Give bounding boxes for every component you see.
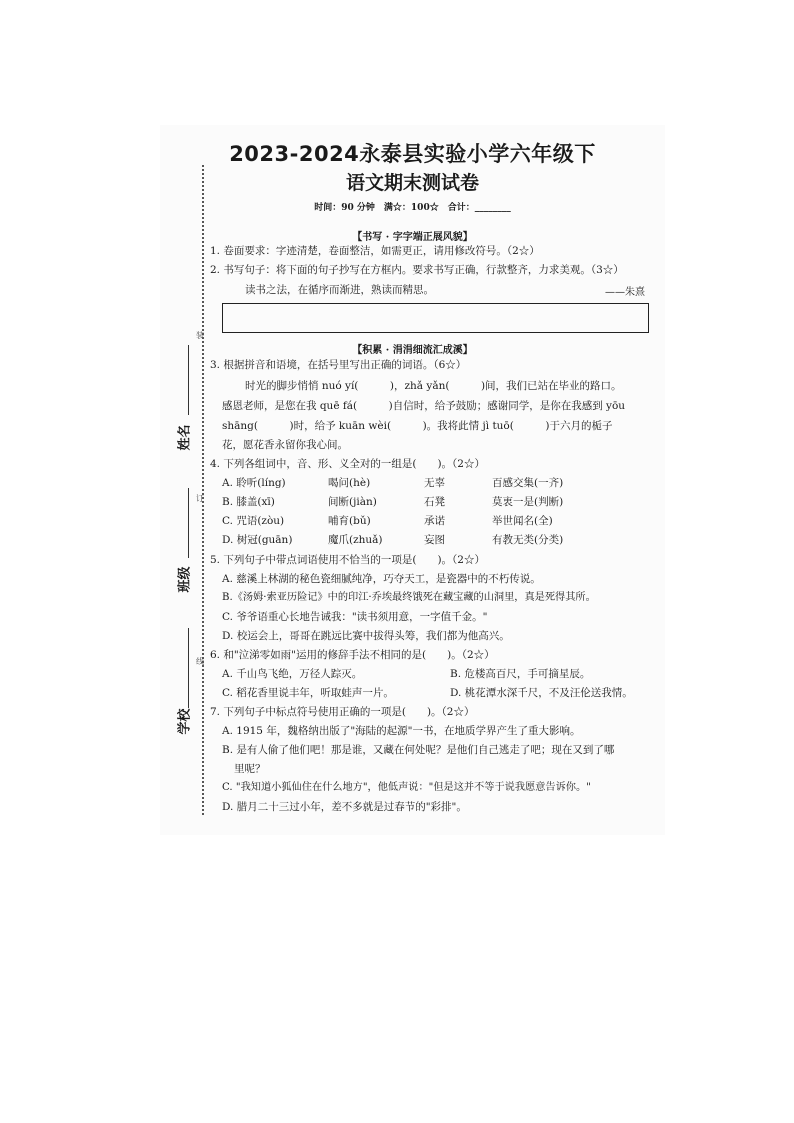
exam-meta: 时间：90 分钟 满☆：100☆ 合计：________ — [314, 203, 511, 213]
question-5-option-c: C. 爷爷语重心长地告诫我："读书须用意，一字值千金。" — [222, 611, 488, 623]
question-7-option-b-line-1: B. 是有人偷了他们吧！那是谁，又藏在何处呢？是他们自己逃走了吧；现在又到了哪 — [222, 744, 615, 756]
q4-b-2: 间断(jiàn) — [328, 496, 377, 508]
question-1: 1. 卷面要求：字迹清楚，卷面整洁，如需更正，请用修改符号。（2☆） — [210, 245, 540, 257]
copy-writing-box[interactable] — [222, 303, 649, 333]
question-6-stem: 6. 和"泣涕零如雨"运用的修辞手法不相同的是( )。（2☆） — [210, 649, 495, 661]
section-heading-writing: 【书写 · 字字端正展风貌】 — [352, 232, 473, 243]
q4-c-3: 承诺 — [424, 515, 445, 527]
question-3-line-1: 时光的脚步悄悄 nuó yí( )，zhǎ yǎn( )间，我们已站在毕业的路口。 — [245, 380, 622, 392]
question-5-option-d: D. 校运会上，哥哥在跳远比赛中拔得头筹，我们都为他高兴。 — [222, 630, 510, 642]
question-3-line-4: 花，愿花香永留你我心间。 — [222, 439, 348, 451]
question-5-option-a: A. 慈溪上林湖的秘色瓷细腻纯净，巧夺天工，是瓷器中的不朽传说。 — [222, 573, 541, 585]
binding-char-2: 订 — [196, 494, 204, 503]
name-label: 姓名 — [177, 424, 193, 451]
page-subtitle: 语文期末测试卷 — [345, 172, 479, 194]
question-6-option-b: B. 危楼高百尺，手可摘星辰。 — [450, 668, 591, 680]
question-6-option-d: D. 桃花潭水深千尺，不及汪伦送我情。 — [450, 687, 633, 699]
question-2-stem: 2. 书写句子：将下面的句子抄写在方框内。要求书写正确，行款整齐，力求美观。（3☆） — [210, 264, 624, 276]
q4-a-4: 百感交集(一齐) — [492, 477, 564, 489]
question-3-line-3: shāng( )时，给予 kuān wèi( )。我将此情 jì tuō( )于六月的栀子 — [222, 420, 613, 432]
q4-c-4: 举世闻名(全) — [492, 515, 553, 527]
q4-d-4: 有教无类(分类) — [492, 534, 564, 546]
page-title: 2023-2024永泰县实验小学六年级下 — [229, 142, 596, 166]
question-7-stem: 7. 下列句子中标点符号使用正确的一项是( )。（2☆） — [210, 706, 475, 718]
school-label: 学校 — [177, 708, 193, 735]
question-4-stem: 4. 下列各组词中，音、形、义全对的一组是( )。（2☆） — [210, 458, 485, 470]
q4-b-3: 石凳 — [424, 496, 445, 508]
binding-char-3: 线 — [196, 657, 204, 666]
q4-c-2: 哺育(bǔ) — [328, 515, 371, 527]
class-label: 班级 — [177, 566, 193, 593]
question-7-option-c: C. "我知道小狐仙住在什么地方"，他低声说："但是这并不等于说我愿意告诉你。" — [222, 782, 591, 793]
question-5-option-b: B.《汤姆·索亚历险记》中的印江·乔埃最终饿死在藏宝藏的山洞里，真是死得其所。 — [222, 592, 596, 603]
question-7-option-a: A. 1915 年，魏格纳出版了"海陆的起源"一书，在地质学界产生了重大影响。 — [222, 725, 581, 737]
q4-d-3: 妄图 — [424, 534, 445, 546]
question-6-option-a: A. 千山鸟飞绝，万径人踪灭。 — [222, 668, 363, 680]
q4-c-1: C. 咒语(zòu) — [222, 515, 285, 527]
binding-dotted-line — [202, 165, 204, 815]
binding-char-1: 装 — [196, 331, 204, 340]
question-2-quote: 读书之法，在循序而渐进，熟读而精思。 — [245, 284, 434, 296]
question-7-option-d: D. 腊月二十三过小年，差不多就是过春节的"彩排"。 — [222, 801, 467, 813]
question-5-stem: 5. 下列句子中带点词语使用不恰当的一项是( )。（2☆） — [210, 554, 485, 566]
q4-a-2: 喝问(hè) — [328, 477, 371, 489]
q4-a-1: A. 聆听(líng) — [222, 477, 286, 489]
class-blank-line[interactable] — [188, 488, 189, 558]
q4-d-1: D. 树冠(guān) — [222, 534, 293, 546]
question-3-line-2: 感恩老师，是您在我 quē fá( )自信时，给予鼓励；感谢同学，是你在我感到 yōu — [222, 400, 626, 412]
q4-b-1: B. 膝盖(xī) — [222, 496, 275, 508]
q4-d-2: 魔爪(zhuǎ) — [328, 534, 383, 546]
q4-b-4: 莫衷一是(判断) — [492, 496, 564, 508]
school-blank-line[interactable] — [188, 628, 189, 708]
question-7-option-b-line-2: 里呢？ — [234, 763, 266, 775]
q4-a-3: 无辜 — [424, 477, 445, 489]
question-2-author: ——朱熹 — [605, 287, 645, 298]
question-3-stem: 3. 根据拼音和语境，在括号里写出正确的词语。（6☆） — [210, 359, 467, 371]
question-6-option-c: C. 稻花香里说丰年，听取蛙声一片。 — [222, 687, 394, 699]
section-heading-accumulation: 【积累 · 涓涓细流汇成溪】 — [352, 345, 473, 356]
